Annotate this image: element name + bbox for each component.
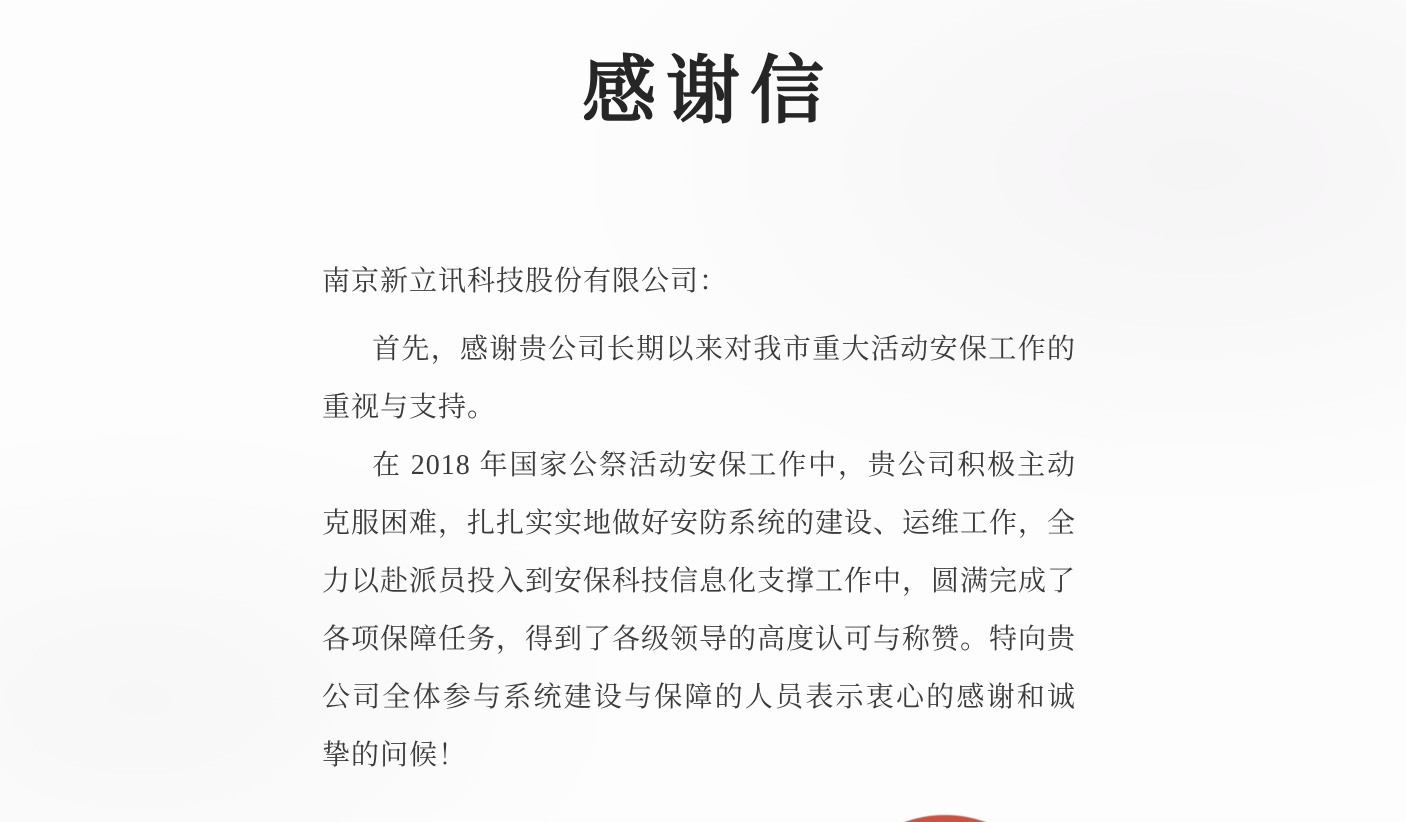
letter-line: 各项保障任务，得到了各级领导的高度认可与称赞。特向贵 bbox=[322, 624, 1077, 655]
official-seal-stamp-icon bbox=[825, 815, 1065, 822]
letter-body bbox=[322, 253, 1076, 785]
letter-line: 克服困难，扎扎实实地做好安防系统的建设、运维工作，全 bbox=[322, 508, 1077, 539]
letter-line: 力以赴派员投入到安保科技信息化支撑工作中，圆满完成了 bbox=[322, 566, 1077, 597]
letter-line: 挚的问候！ bbox=[322, 740, 468, 771]
recipient-line: 南京新立讯科技股份有限公司： bbox=[322, 266, 729, 297]
letter-line: 在 2018 年国家公祭活动安保工作中，贵公司积极主动 bbox=[372, 450, 1076, 481]
letter-line: 重视与支持。 bbox=[322, 392, 497, 423]
letter-line: 公司全体参与系统建设与保障的人员表示衷心的感谢和诚 bbox=[322, 682, 1076, 713]
letter-title: 感谢信 bbox=[582, 48, 834, 134]
letter-line: 首先，感谢贵公司长期以来对我市重大活动安保工作的 bbox=[372, 334, 1076, 365]
